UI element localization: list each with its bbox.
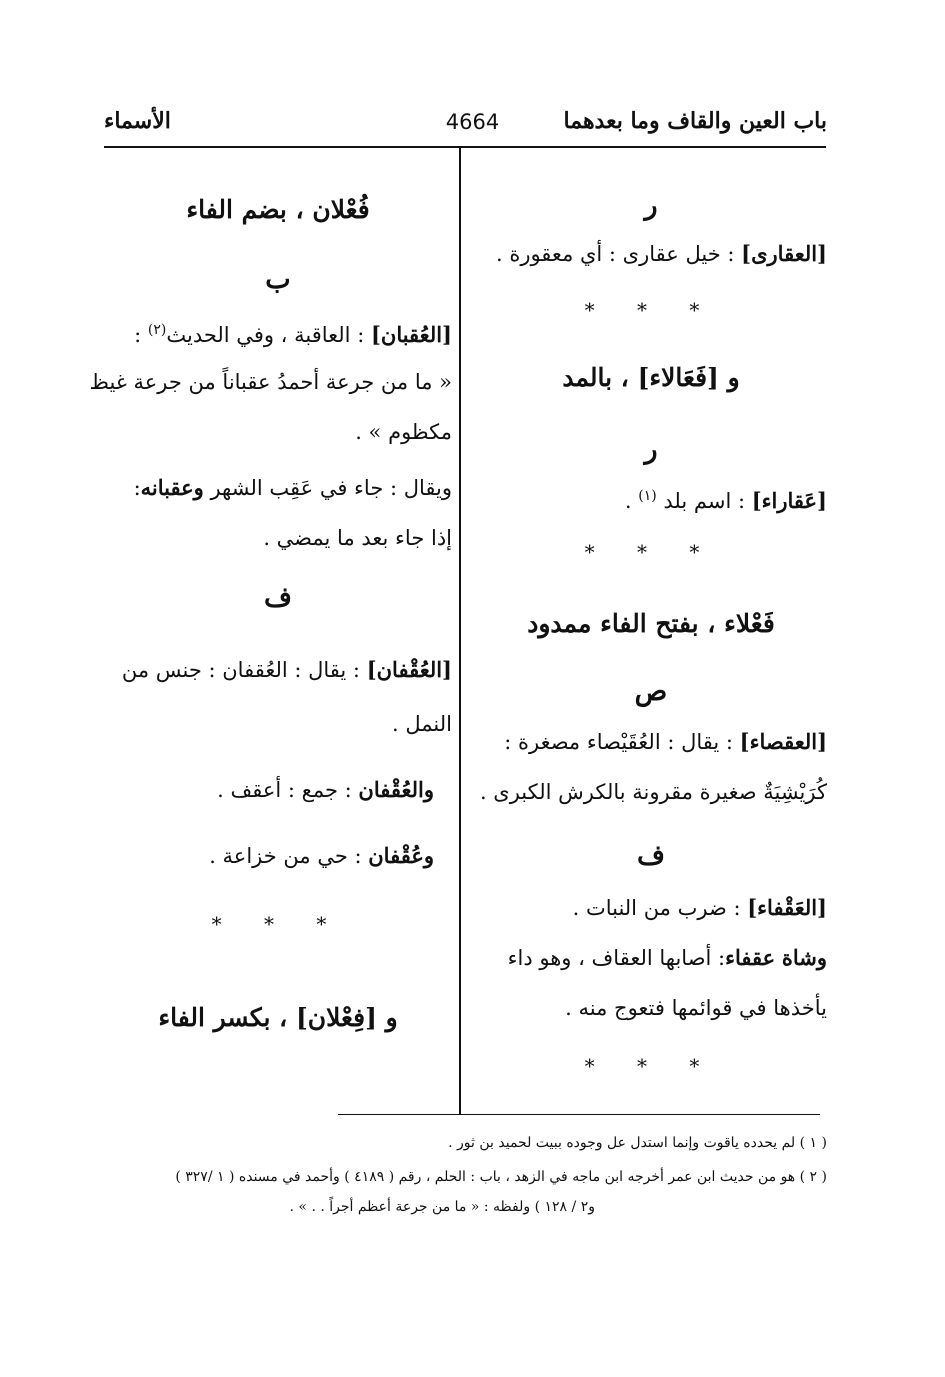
letter-heading: ر	[644, 190, 658, 221]
headword: [العقارى]	[741, 241, 827, 266]
definition-end: :	[133, 476, 141, 500]
definition: : خيل عقارى : أي معقورة .	[495, 242, 735, 266]
header-rule	[104, 146, 826, 148]
entry-aqsa	[475, 716, 827, 768]
section-title: الأسماء	[104, 108, 171, 134]
entry-uqban-line3: مكظوم » .	[355, 420, 452, 444]
entry-shat	[475, 932, 827, 984]
headword: [العقصاء]	[739, 729, 827, 754]
footnote-ref: (٢)	[147, 322, 167, 338]
definition: : العاقبة ، وفي الحديث	[166, 323, 365, 347]
definition: : حي من خزاعة .	[209, 844, 362, 868]
section-heading: و [فِعْلان] ، بكسر الفاء	[158, 1003, 398, 1032]
separator-stars: * * *	[584, 298, 718, 322]
footnote-rule	[338, 1114, 820, 1115]
separator-stars: * * *	[584, 1054, 718, 1078]
entry-uqfan	[104, 644, 452, 696]
separator-stars: * * *	[211, 912, 345, 936]
entry-aqara	[475, 228, 827, 280]
definition-end: .	[624, 489, 632, 513]
headword: [العَقْفاء]	[747, 895, 827, 920]
definition-end: :	[134, 323, 142, 347]
definition: : يقال : العُقفان : جنس من	[121, 658, 360, 682]
headword: وعُقْفان	[368, 843, 434, 868]
section-heading: و [فَعَالاء] ، بالمد	[562, 363, 740, 392]
entry-uqfan3	[104, 830, 452, 882]
letter-heading: ر	[644, 434, 658, 465]
footnote-ref: (١)	[638, 488, 657, 504]
entry-prefix: وشاة	[781, 945, 827, 970]
headword: والعُقْفان	[358, 777, 434, 802]
entry-yuqal	[104, 462, 452, 514]
column-divider	[459, 148, 461, 1114]
headword: [عَقاراء]	[751, 488, 827, 513]
entry-yuqal-line2: إذا جاء بعد ما يمضي .	[263, 526, 452, 550]
separator-stars: * * *	[584, 540, 718, 564]
section-heading: فُعْلان ، بضم الفاء	[186, 195, 370, 224]
entry-aqsa-line2: كُرَيْشِيَةٌ صغيرة مقرونة بالكرش الكبرى .	[479, 780, 827, 804]
headword: [العُقْفان]	[366, 657, 452, 682]
entry-aqara2	[475, 470, 827, 527]
entry-shat-line2: يأخذها في قوائمها فتعوج منه .	[565, 996, 827, 1020]
definition: : ضرب من النبات .	[572, 896, 741, 920]
letter-heading: ف	[637, 840, 665, 871]
letter-heading: ص	[634, 676, 668, 707]
letter-heading: ف	[264, 582, 292, 613]
entry-aqfa	[475, 882, 827, 934]
definition: : يقال : العُقَيْصاء مصغرة :	[504, 730, 733, 754]
page-number: 4664	[445, 110, 500, 134]
entry-uqfan-line2: النمل .	[392, 712, 452, 736]
definition: : اسم بلد	[663, 489, 746, 513]
footnote-1: ( ١ ) لم يحدده ياقوت وإنما استدل عل وجوده ببيت لحميد بن ثور .	[448, 1135, 827, 1151]
footnote-2-cont: و٢ / ١٢٨ ) ولفظه : « ما من جرعة أعظم أجراً . . » .	[289, 1199, 595, 1215]
headword: عقفاء	[725, 945, 776, 970]
section-heading: فَعْلاء ، بفتح الفاء ممدود	[527, 609, 775, 638]
entry-uqban	[104, 304, 452, 361]
footnote-2: ( ٢ ) هو من حديث ابن عمر أخرجه ابن ماجه في الزهد ، باب : الحلم ، رقم ( ٤١٨٩ ) وأحمد في مسنده ( ١ /٣٢٧ )	[175, 1169, 827, 1185]
definition: ويقال : جاء في عَقِب الشهر	[210, 476, 452, 500]
chapter-title: باب العين والقاف وما بعدهما	[563, 108, 827, 134]
definition: : جمع : أعقف .	[217, 778, 352, 802]
entry-uqfan2	[104, 764, 452, 816]
letter-heading: ب	[265, 264, 291, 295]
headword: وعقبانه	[140, 475, 204, 500]
definition: : أصابها العقاف ، وهو داء	[507, 946, 726, 970]
entry-uqban-line2: « ما من جرعة أحمدُ عقباناً من جرعة غيظ	[89, 370, 452, 394]
headword: [العُقبان]	[370, 322, 452, 347]
